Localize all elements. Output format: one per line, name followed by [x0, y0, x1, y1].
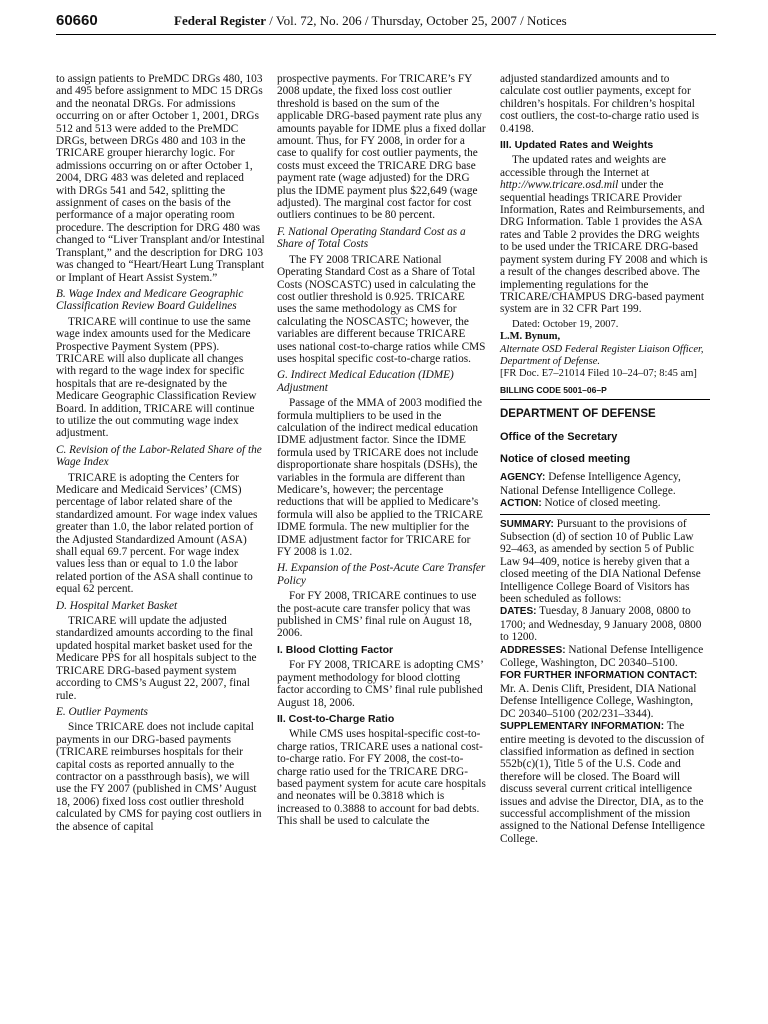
action-label: ACTION:: [500, 498, 542, 510]
text-run: The updated rates and weights are accessible through the Internet at: [500, 154, 667, 179]
section-heading: I. Blood Clotting Factor: [277, 643, 394, 656]
section-heading: III. Updated Rates and Weights: [500, 139, 654, 152]
office-heading: Office of the Secretary: [500, 430, 618, 443]
addresses-paragraph: [500, 644, 710, 670]
section-heading: B. Wage Index and Medicare Geographic Classification Review Board Guidelines: [56, 287, 244, 313]
addresses-label: ADDRESSES:: [500, 644, 566, 656]
paragraph: TRICARE is adopting the Centers for Medicare and Medicaid Services’ (CMS) percentage of labor related share of the standardized amount. For wage index values greater than 1.0, the labor related portion of the Adjusted Standardized Amount (ASA) shall equal 69.7 percent. For wage index values less than or equal to 1.0 the labor related portion of the ASA shall continue to equal 62 percent.: [56, 471, 258, 596]
paragraph: Since TRICARE does not include capital payments in our DRG-based payments (TRICARE reimburses hospitals for their capital costs as reported annually to the contractor on a passthrough basis), we will use the FY 2007 (published in CMS’ August 18, 2006) fixed loss cost outlier threshold calculated by CMS for paying cost outliers in the absence of capital: [56, 721, 262, 833]
section-heading: G. Indirect Medical Education (IDME) Adjustment: [277, 369, 454, 394]
notice-title: Notice of closed meeting: [500, 452, 631, 465]
header-rule: [56, 34, 716, 35]
publication-name: Federal Register: [174, 13, 267, 28]
supplementary-paragraph: [500, 720, 710, 845]
paragraph: prospective payments. For TRICARE’s FY 2008 update, the fixed loss cost outlier threshold is based on the sum of the applicable DRG-based payment rate plus any amounts payable for IDME plus a fixed dollar amount. Thus, for FY 2008, in order for a case to qualify for cost outlier payments, the costs must exceed the TRICARE DRG base payment rate (wage adjusted) for the DRG plus the IDME payment plus $22,649 (wage adjusted). The marginal cost factor for cost outliers continues to be 80 percent.: [277, 73, 486, 222]
paragraph: For FY 2008, TRICARE is adopting CMS’ payment methodology for blood clotting factor according to CMS’ final rule published August 18, 2006.: [277, 659, 484, 709]
issue-details: / Vol. 72, No. 206 / Thursday, October 25, 2007 / Notices: [266, 13, 567, 28]
column-2: [277, 73, 487, 828]
paragraph: While CMS uses hospital-specific cost-to-charge ratios, TRICARE uses a national cost-to-charge ratio. For FY 2008, the cost-to-charge ratio used for the TRICARE DRG-based payment system for acute care hospitals and neonates will be 0.3818 which is increased to 0.3888 to account for bad debts. This shall be used to calculate the: [277, 728, 486, 828]
paragraph: to assign patients to PreMDC DRGs 480, 103 and 495 before assignment to MDC 15 DRGs and the neonatal DRGs. For admissions occurring on or after October 1, 2001, DRGs 512 and 513 were added to the PreMDC DRGs, between DRGs 480 and 103 in the TRICARE grouper hierarchy logic. For admissions occurring on or after October 1, 2004, DRG 483 was deleted and replaced with DRGs 541 and 542, splitting the assignment of cases on the basis of the performance of a major operating room procedure. The description for DRG 480 was changed to “Liver Transplant and/or Intestinal Transplant,” and the description for DRG 103 was changed to “Heart/Heart Lung Transplant or Implant of Heart Assist System.”: [56, 73, 265, 284]
summary-label: SUMMARY:: [500, 518, 554, 530]
addresses-text: National Defense Intelligence College, Washington, DC 20340–5100.: [500, 643, 704, 670]
paragraph: Passage of the MMA of 2003 modified the formula multipliers to be used in the calculation of the indirect medical education IDME adjustment factor. Since the IDME formula used by TRICARE does not include disproportionate share hospitals (DSHs), the variables in the formula are different than Medicare’s, however; the percentage reductions that will be applied to Medicare’s formula will also be applied to the TRICARE IDME formula. The new multiplier for the IDME adjustment factor for TRICARE for FY 2008 is 1.02.: [277, 397, 483, 559]
column-3: [500, 73, 710, 845]
paragraph: TRICARE will continue to use the same wage index amounts used for the Medicare Prospective Payment System (PPS). TRICARE will also duplicate all changes with regard to the wage index for specific hospitals that are re-designated by the Medicare Geographic Classification Review Board. In addition, TRICARE will continue to utilize the out commuting wage index adjustment.: [56, 315, 257, 440]
supplementary-text: The entire meeting is devoted to the discussion of classified information as defined in section 552b(c)(1), Title 5 of the U.S. Code and therefore will be closed. The Board will discuss several current critical intelligence issues and advise the Director, DIA, as to the successful accomplishment of the mission assigned to the National Defense Intelligence College.: [500, 720, 705, 845]
dates-paragraph: [500, 605, 710, 643]
paragraph: [500, 154, 710, 315]
billing-code: BILLING CODE 5001–06–P: [500, 384, 607, 395]
fr-doc-line: [FR Doc. E7–21014 Filed 10–24–07; 8:45 am]: [500, 368, 697, 380]
department-heading: DEPARTMENT OF DEFENSE: [500, 408, 656, 421]
section-heading: C. Revision of the Labor-Related Share of the Wage Index: [56, 443, 262, 469]
page-number: 60660: [56, 12, 98, 29]
signer-name: L.M. Bynum,: [500, 331, 561, 343]
signer-title: Alternate OSD Federal Register Liaison Officer, Department of Defense.: [500, 343, 704, 367]
divider: [500, 514, 710, 515]
url-link[interactable]: http://www.tricare.osd.mil: [500, 179, 619, 192]
contact-text: Mr. A. Denis Clift, President, DIA National Defense Intelligence College, Washington, DC 20340–5100 (202/231–3344).: [500, 682, 697, 720]
contact-label: FOR FURTHER INFORMATION CONTACT:: [500, 670, 698, 682]
agency-text: Defense Intelligence Agency, National Defense Intelligence College.: [500, 471, 681, 497]
dates-label: DATES:: [500, 606, 537, 618]
running-head: [174, 13, 567, 29]
page-header: [56, 12, 712, 32]
action-line: [500, 497, 710, 510]
paragraph: For FY 2008, TRICARE continues to use the post-acute care transfer policy that was published in CMS’ final rule on August 18, 2006.: [277, 590, 477, 640]
section-heading: F. National Operating Standard Cost as a Share of Total Costs: [277, 225, 466, 251]
dated-line: Dated: October 19, 2007.: [512, 318, 619, 330]
agency-label: AGENCY:: [500, 472, 546, 484]
section-heading: II. Cost-to-Charge Ratio: [277, 712, 395, 725]
summary-paragraph: [500, 518, 710, 606]
summary-text: Pursuant to the provisions of Subsection (d) of section 10 of Public Law 92–463, as amended by section 5 of Public Law 94–409, notice is hereby given that a closed meeting of the DIA National Defense Intelligence College Board of Visitors has been scheduled as follows:: [500, 517, 701, 606]
divider: [500, 399, 710, 400]
section-heading: D. Hospital Market Basket: [56, 599, 178, 612]
paragraph: The FY 2008 TRICARE National Operating Standard Cost as a Share of Total Costs (NOSCASTC) used in calculating the cost outlier threshold is 0.925. TRICARE uses the same methodology as CMS for calculating the NOSCASTC; however, the variables are different because TRICARE uses national cost-to-charge ratios while CMS uses hospital specific cost-to-charge ratios.: [277, 253, 486, 365]
section-heading: H. Expansion of the Post-Acute Care Transfer Policy: [277, 562, 486, 587]
section-heading: E. Outlier Payments: [56, 705, 148, 718]
supplementary-label: SUPPLEMENTARY INFORMATION:: [500, 721, 665, 733]
column-1: [56, 73, 266, 833]
contact-paragraph: [500, 669, 710, 720]
paragraph: adjusted standardized amounts and to calculate cost outlier payments, except for children’s hospitals. For children’s hospital cost outliers, the cost-to-charge ratio used is 0.4198.: [500, 73, 700, 135]
paragraph: TRICARE will update the adjusted standardized amounts according to the final updated hospital market basket used for the Medicare PPS for all hospitals subject to the TRICARE DRG-based payment system according to CMS’s August 22, 2007, final rule.: [56, 615, 257, 702]
agency-line: [500, 471, 710, 497]
action-text: Notice of closed meeting.: [541, 497, 661, 510]
dates-text: Tuesday, 8 January 2008, 0800 to 1700; and Wednesday, 9 January 2008, 0800 to 1200.: [500, 605, 702, 644]
text-run: under the sequential headings TRICARE Provider Information, Rates and Reimbursements, and DRG Information. Table 1 provides the ASA rates and Table 2 provides the DRG weights to be used under the TRICARE DRG-based payment system during FY 2008 and which is a result of the changes described above. The implementing regulations for the TRICARE/CHAMPUS DRG-based payment system are in 32 CFR Part 199.: [500, 179, 708, 316]
